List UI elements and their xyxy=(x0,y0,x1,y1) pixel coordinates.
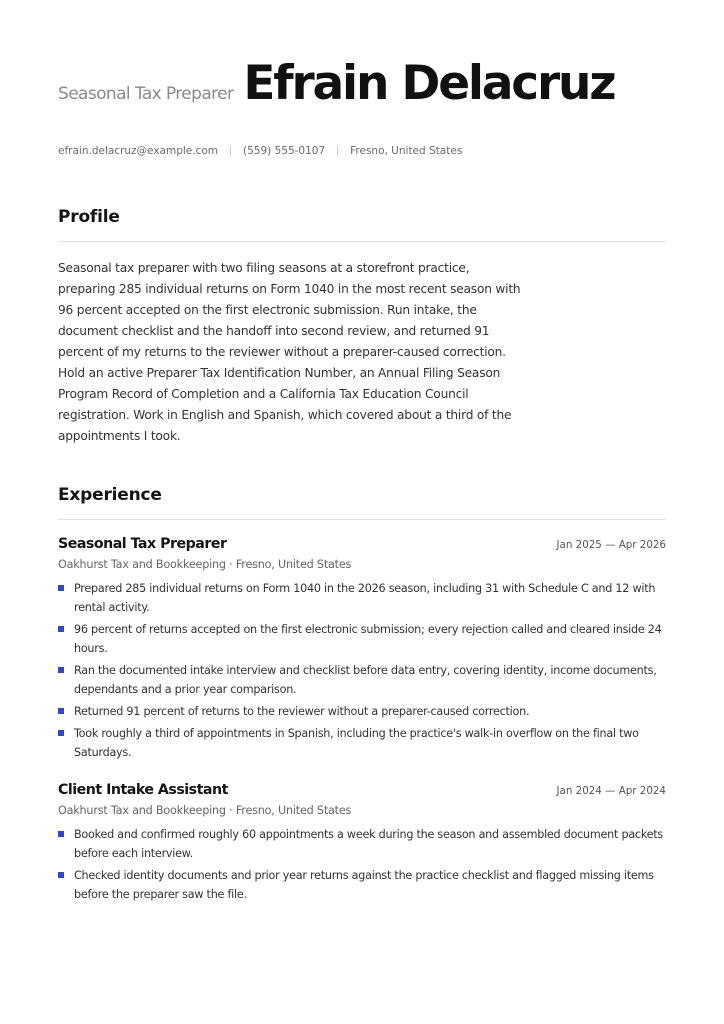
bullet-square-icon xyxy=(58,730,64,736)
profile-heading: Profile xyxy=(58,207,120,227)
bullet-text: 96 percent of returns accepted on the first electronic submission; every rejection called and cleared inside 24 hours. xyxy=(74,623,662,655)
job-entry xyxy=(58,782,666,904)
bullet-item xyxy=(58,702,666,721)
job-dates: Jan 2025 — Apr 2026 xyxy=(556,539,666,551)
contact-phone[interactable]: (559) 555-0107 xyxy=(243,145,326,157)
bullet-item xyxy=(58,866,666,904)
experience-heading: Experience xyxy=(58,485,162,505)
bullet-square-icon xyxy=(58,667,64,673)
contact-email[interactable]: efrain.delacruz@example.com xyxy=(58,145,219,157)
resume-header xyxy=(58,56,666,111)
profile-section xyxy=(58,207,666,447)
job-entry xyxy=(58,536,666,762)
job-header xyxy=(58,536,666,552)
bullet-item xyxy=(58,724,666,762)
contact-line xyxy=(58,145,666,157)
job-title: Client Intake Assistant xyxy=(58,782,228,798)
section-divider xyxy=(58,241,666,242)
bullet-item xyxy=(58,661,666,699)
experience-section xyxy=(58,485,666,904)
bullet-square-icon xyxy=(58,626,64,632)
bullet-item xyxy=(58,620,666,658)
bullet-item xyxy=(58,579,666,617)
job-dates: Jan 2024 — Apr 2024 xyxy=(556,785,666,797)
bullet-text: Booked and confirmed roughly 60 appointments a week during the season and assembled document packets before each interview. xyxy=(74,828,664,860)
header-name: Efrain Delacruz xyxy=(243,56,615,111)
bullet-square-icon xyxy=(58,585,64,591)
header-role: Seasonal Tax Preparer xyxy=(58,84,234,104)
contact-divider xyxy=(230,146,231,156)
bullet-square-icon xyxy=(58,831,64,837)
bullet-text: Checked identity documents and prior year returns against the practice checklist and flagged missing items before the preparer saw the file. xyxy=(74,869,654,901)
job-title: Seasonal Tax Preparer xyxy=(58,536,227,552)
section-divider xyxy=(58,519,666,520)
job-header xyxy=(58,782,666,798)
contact-location: Fresno, United States xyxy=(350,145,463,157)
contact-divider xyxy=(337,146,338,156)
bullet-square-icon xyxy=(58,708,64,714)
job-company: Oakhurst Tax and Bookkeeping · Fresno, United States xyxy=(58,558,352,571)
job-bullets xyxy=(58,825,666,904)
bullet-text: Took roughly a third of appointments in Spanish, including the practice's walk-in overflow on the final two Saturdays. xyxy=(74,727,639,759)
bullet-square-icon xyxy=(58,872,64,878)
job-bullets xyxy=(58,579,666,762)
profile-summary: Seasonal tax preparer with two filing seasons at a storefront practice, preparing 285 individual returns on Form 1040 in the most recent season with 96 percent accepted on the first electronic submission. Run intake, the document checklist and the handoff into second review, and returned 91 percent of my returns to the reviewer without a preparer-caused correction. Hold an active Preparer Tax Identification Number, an Annual Filing Season Program Record of Completion and a California Tax Education Council registration. Work in English and Spanish, which covered about a third of the appointments I took. xyxy=(58,261,521,443)
bullet-text: Ran the documented intake interview and checklist before data entry, covering identity, income documents, dependants and a prior year comparison. xyxy=(74,664,657,696)
job-company: Oakhurst Tax and Bookkeeping · Fresno, United States xyxy=(58,804,352,817)
bullet-text: Prepared 285 individual returns on Form 1040 in the 2026 season, including 31 with Schedule C and 12 with rental activity. xyxy=(74,582,656,614)
bullet-item xyxy=(58,825,666,863)
bullet-text: Returned 91 percent of returns to the reviewer without a preparer-caused correction. xyxy=(74,705,530,718)
